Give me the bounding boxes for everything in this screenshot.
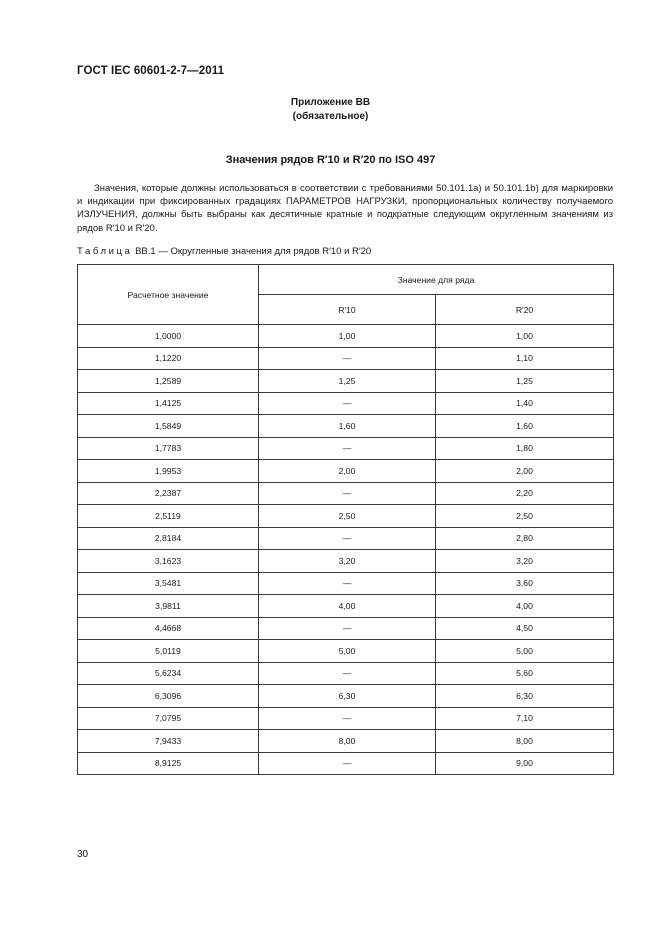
body-paragraph-text: Значения, которые должны использоваться в соответствии с требованиями 50.101.1а) и 50.101.1b) для маркировки и индикации при фиксированных градациях ПАРАМЕТРОВ НАГРУЗКИ, пропорциональных количеству получаемого ИЗЛУЧЕНИЯ, должны быть выбраны как десятичные кратные и подкратные следующим округленным значениям из рядов R′10 и R′20. <box>77 183 613 234</box>
header-calculated-value: Расчетное значение <box>78 265 259 325</box>
cell-calculated-value: 3,5481 <box>78 572 259 595</box>
cell-r20: 1,60 <box>436 415 614 438</box>
table-row <box>78 437 614 460</box>
table-row <box>78 707 614 730</box>
cell-r20: 7,10 <box>436 707 614 730</box>
table-row <box>78 347 614 370</box>
body-paragraph <box>77 182 613 235</box>
cell-r20: 1,00 <box>436 325 614 348</box>
annex-status: (обязательное) <box>292 111 369 122</box>
cell-calculated-value: 5,6234 <box>78 662 259 685</box>
header-series-group: Значение для ряда <box>259 265 614 295</box>
cell-r20: 2,20 <box>436 482 614 505</box>
cell-r10: — <box>259 527 436 550</box>
cell-r20: 4,00 <box>436 595 614 618</box>
table-row <box>78 370 614 393</box>
cell-calculated-value: 6,3096 <box>78 685 259 708</box>
cell-r20: 1,80 <box>436 437 614 460</box>
cell-r20: 8,00 <box>436 730 614 753</box>
table-row <box>78 752 614 775</box>
cell-calculated-value: 7,0795 <box>78 707 259 730</box>
cell-r20: 2,00 <box>436 460 614 483</box>
cell-r10: — <box>259 437 436 460</box>
annex-heading <box>0 96 661 124</box>
cell-calculated-value: 4,4668 <box>78 617 259 640</box>
cell-r10: 3,20 <box>259 550 436 573</box>
table-row <box>78 730 614 753</box>
table-caption <box>77 246 371 257</box>
header-r20: R′20 <box>436 295 614 325</box>
cell-calculated-value: 2,5119 <box>78 505 259 528</box>
table-row <box>78 325 614 348</box>
table-row <box>78 572 614 595</box>
cell-calculated-value: 2,2387 <box>78 482 259 505</box>
cell-r10: — <box>259 347 436 370</box>
cell-r20: 6,30 <box>436 685 614 708</box>
table-body <box>78 325 614 775</box>
cell-calculated-value: 7,9433 <box>78 730 259 753</box>
cell-r20: 3,20 <box>436 550 614 573</box>
cell-r20: 5,60 <box>436 662 614 685</box>
cell-r20: 4,50 <box>436 617 614 640</box>
cell-r20: 1,25 <box>436 370 614 393</box>
cell-r10: 4,00 <box>259 595 436 618</box>
table-row <box>78 460 614 483</box>
table-row <box>78 617 614 640</box>
cell-r20: 3,60 <box>436 572 614 595</box>
cell-r20: 9,00 <box>436 752 614 775</box>
cell-r10: 8,00 <box>259 730 436 753</box>
cell-r10: 1,25 <box>259 370 436 393</box>
cell-calculated-value: 3,9811 <box>78 595 259 618</box>
cell-r10: 2,00 <box>259 460 436 483</box>
page-number: 30 <box>77 849 89 860</box>
table-header-row <box>78 265 614 295</box>
cell-r10: — <box>259 662 436 685</box>
annex-title: Приложение ВВ <box>290 97 371 108</box>
cell-r20: 5,00 <box>436 640 614 663</box>
cell-calculated-value: 1,4125 <box>78 392 259 415</box>
cell-r20: 1,40 <box>436 392 614 415</box>
cell-r20: 2,50 <box>436 505 614 528</box>
table-row <box>78 527 614 550</box>
cell-calculated-value: 1,2589 <box>78 370 259 393</box>
cell-calculated-value: 1,5849 <box>78 415 259 438</box>
table-row <box>78 640 614 663</box>
cell-r10: — <box>259 482 436 505</box>
document-code: ГОСТ IEC 60601-2-7—2011 <box>77 65 225 77</box>
cell-calculated-value: 8,9125 <box>78 752 259 775</box>
cell-r10: 6,30 <box>259 685 436 708</box>
cell-calculated-value: 3,1623 <box>78 550 259 573</box>
cell-r10: 1,60 <box>259 415 436 438</box>
table-row <box>78 482 614 505</box>
cell-r10: 5,00 <box>259 640 436 663</box>
table-row <box>78 505 614 528</box>
cell-r10: 2,50 <box>259 505 436 528</box>
cell-calculated-value: 1,7783 <box>78 437 259 460</box>
cell-calculated-value: 5,0119 <box>78 640 259 663</box>
table-row <box>78 662 614 685</box>
cell-calculated-value: 2,8184 <box>78 527 259 550</box>
cell-r20: 1,10 <box>436 347 614 370</box>
cell-r20: 2,80 <box>436 527 614 550</box>
cell-r10: — <box>259 752 436 775</box>
cell-calculated-value: 1,1220 <box>78 347 259 370</box>
table-row <box>78 550 614 573</box>
table-row <box>78 685 614 708</box>
header-r10: R′10 <box>259 295 436 325</box>
table-row <box>78 595 614 618</box>
cell-r10: — <box>259 572 436 595</box>
table-row <box>78 415 614 438</box>
section-title: Значения рядов R′10 и R′20 по ISO 497 <box>225 154 436 166</box>
cell-calculated-value: 1,9953 <box>78 460 259 483</box>
table-caption-text: ВВ.1 — Округленные значения для рядов R′10 и R′20 <box>135 246 372 257</box>
table-caption-label: Таблица <box>77 246 133 257</box>
cell-r10: — <box>259 707 436 730</box>
cell-r10: 1,00 <box>259 325 436 348</box>
cell-r10: — <box>259 392 436 415</box>
table-row <box>78 392 614 415</box>
values-table <box>77 264 614 775</box>
cell-r10: — <box>259 617 436 640</box>
cell-calculated-value: 1,0000 <box>78 325 259 348</box>
